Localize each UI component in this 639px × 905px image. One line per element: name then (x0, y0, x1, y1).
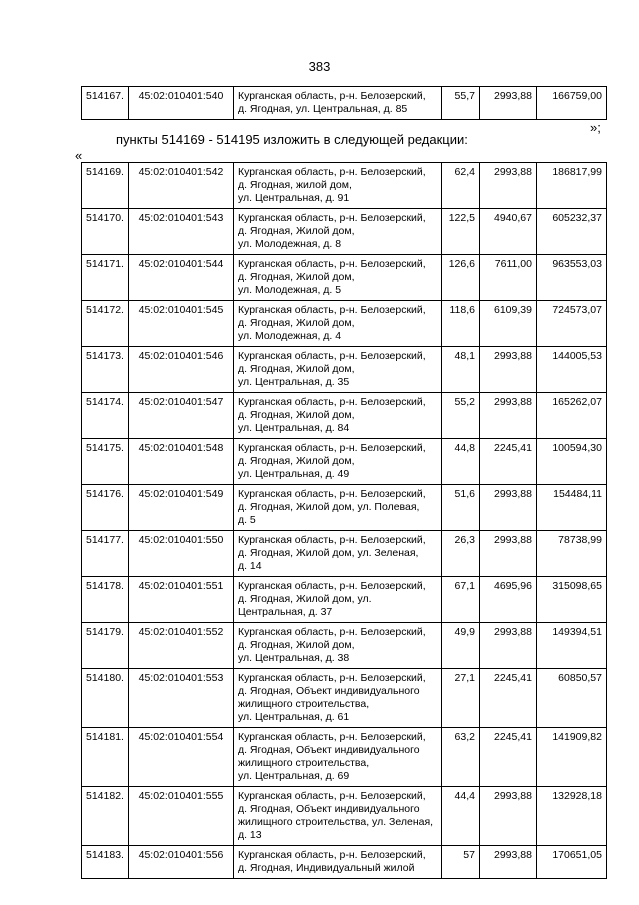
total-value-cell: 963553,03 (536, 255, 606, 301)
area-cell: 49,9 (441, 623, 479, 669)
area-cell: 63,2 (441, 728, 479, 787)
cadastral-number-cell: 45:02:010401:545 (128, 301, 233, 347)
table-row (82, 577, 607, 623)
table-row (82, 485, 607, 531)
area-cell: 26,3 (441, 531, 479, 577)
row-number-cell: 514183. (82, 846, 129, 879)
row-number-cell: 514175. (82, 439, 129, 485)
area-cell: 126,6 (441, 255, 479, 301)
table-row (82, 846, 607, 879)
cadastral-number-cell: 45:02:010401:543 (128, 209, 233, 255)
main-table (81, 162, 607, 879)
row-number-cell: 514177. (82, 531, 129, 577)
total-value-cell: 154484,11 (536, 485, 606, 531)
area-cell: 55,7 (441, 87, 479, 120)
unit-price-cell: 7611,00 (479, 255, 536, 301)
area-cell: 48,1 (441, 347, 479, 393)
address-cell: Курганская область, р-н. Белозерский, д. Ягодная, Жилой дом, ул. Центральная, д. 49 (233, 439, 441, 485)
address-cell: Курганская область, р-н. Белозерский, д. Ягодная, Объект индивидуального жилищного строительства, ул. Зеленая, д. 13 (233, 787, 441, 846)
unit-price-cell: 4940,67 (479, 209, 536, 255)
cadastral-number-cell: 45:02:010401:552 (128, 623, 233, 669)
row-number-cell: 514181. (82, 728, 129, 787)
row-number-cell: 514167. (82, 87, 129, 120)
table-row (82, 439, 607, 485)
unit-price-cell: 2993,88 (479, 787, 536, 846)
area-cell: 44,8 (441, 439, 479, 485)
address-cell: Курганская область, р-н. Белозерский, д. Ягодная, жилой дом, ул. Центральная, д. 91 (233, 163, 441, 209)
address-cell: Курганская область, р-н. Белозерский, д. Ягодная, Жилой дом, ул. Зеленая, д. 14 (233, 531, 441, 577)
unit-price-cell: 2993,88 (479, 393, 536, 439)
address-cell: Курганская область, р-н. Белозерский, д. Ягодная, Индивидуальный жилой (233, 846, 441, 879)
area-cell: 55,2 (441, 393, 479, 439)
unit-price-cell: 6109,39 (479, 301, 536, 347)
page-number: 383 (308, 59, 331, 74)
address-cell: Курганская область, р-н. Белозерский, д. Ягодная, Жилой дом, ул. Центральная, д. 38 (233, 623, 441, 669)
cadastral-number-cell: 45:02:010401:542 (128, 163, 233, 209)
area-cell: 51,6 (441, 485, 479, 531)
closing-quote: »; (590, 120, 601, 135)
total-value-cell: 165262,07 (536, 393, 606, 439)
total-value-cell: 78738,99 (536, 531, 606, 577)
area-cell: 122,5 (441, 209, 479, 255)
row-number-cell: 514169. (82, 163, 129, 209)
address-cell: Курганская область, р-н. Белозерский, д. Ягодная, Жилой дом, ул. Молодежная, д. 8 (233, 209, 441, 255)
row-number-cell: 514171. (82, 255, 129, 301)
area-cell: 62,4 (441, 163, 479, 209)
table-row (82, 87, 607, 120)
address-cell: Курганская область, р-н. Белозерский, д. Ягодная, Жилой дом, ул. Молодежная, д. 4 (233, 301, 441, 347)
unit-price-cell: 2993,88 (479, 87, 536, 120)
table-row (82, 623, 607, 669)
address-cell: Курганская область, р-н. Белозерский, д. Ягодная, Объект индивидуального жилищного строительства, ул. Центральная, д. 61 (233, 669, 441, 728)
total-value-cell: 166759,00 (536, 87, 606, 120)
table-row (82, 787, 607, 846)
row-number-cell: 514182. (82, 787, 129, 846)
area-cell: 67,1 (441, 577, 479, 623)
total-value-cell: 149394,51 (536, 623, 606, 669)
table-row (82, 209, 607, 255)
opening-quote: « (75, 148, 83, 163)
row-number-cell: 514172. (82, 301, 129, 347)
total-value-cell: 170651,05 (536, 846, 606, 879)
table-row (82, 255, 607, 301)
total-value-cell: 186817,99 (536, 163, 606, 209)
area-cell: 118,6 (441, 301, 479, 347)
cadastral-number-cell: 45:02:010401:550 (128, 531, 233, 577)
row-number-cell: 514170. (82, 209, 129, 255)
total-value-cell: 60850,57 (536, 669, 606, 728)
cadastral-number-cell: 45:02:010401:547 (128, 393, 233, 439)
unit-price-cell: 2245,41 (479, 728, 536, 787)
cadastral-number-cell: 45:02:010401:551 (128, 577, 233, 623)
cadastral-number-cell: 45:02:010401:549 (128, 485, 233, 531)
address-cell: Курганская область, р-н. Белозерский, д. Ягодная, Жилой дом, ул. Молодежная, д. 5 (233, 255, 441, 301)
row-number-cell: 514178. (82, 577, 129, 623)
cadastral-number-cell: 45:02:010401:555 (128, 787, 233, 846)
row-number-cell: 514180. (82, 669, 129, 728)
total-value-cell: 141909,82 (536, 728, 606, 787)
unit-price-cell: 2993,88 (479, 846, 536, 879)
unit-price-cell: 2993,88 (479, 347, 536, 393)
unit-price-cell: 4695,96 (479, 577, 536, 623)
table-row (82, 531, 607, 577)
unit-price-cell: 2993,88 (479, 485, 536, 531)
cadastral-number-cell: 45:02:010401:548 (128, 439, 233, 485)
cadastral-number-cell: 45:02:010401:556 (128, 846, 233, 879)
table-row (82, 728, 607, 787)
row-number-cell: 514173. (82, 347, 129, 393)
address-cell: Курганская область, р-н. Белозерский, д. Ягодная, Жилой дом, ул. Центральная, д. 35 (233, 347, 441, 393)
row-number-cell: 514176. (82, 485, 129, 531)
address-cell: Курганская область, р-н. Белозерский, д. Ягодная, Объект индивидуального жилищного строительства, ул. Центральная, д. 69 (233, 728, 441, 787)
table-row (82, 393, 607, 439)
area-cell: 27,1 (441, 669, 479, 728)
row-number-cell: 514179. (82, 623, 129, 669)
cadastral-number-cell: 45:02:010401:546 (128, 347, 233, 393)
instruction-text: пункты 514169 - 514195 изложить в следующей редакции: (116, 132, 468, 147)
total-value-cell: 315098,65 (536, 577, 606, 623)
table-row (82, 163, 607, 209)
total-value-cell: 144005,53 (536, 347, 606, 393)
cadastral-number-cell: 45:02:010401:553 (128, 669, 233, 728)
table-row (82, 347, 607, 393)
total-value-cell: 724573,07 (536, 301, 606, 347)
address-cell: Курганская область, р-н. Белозерский, д. Ягодная, Жилой дом, ул. Полевая, д. 5 (233, 485, 441, 531)
area-cell: 44,4 (441, 787, 479, 846)
unit-price-cell: 2993,88 (479, 163, 536, 209)
top-table (81, 86, 607, 120)
cadastral-number-cell: 45:02:010401:540 (128, 87, 233, 120)
area-cell: 57 (441, 846, 479, 879)
total-value-cell: 605232,37 (536, 209, 606, 255)
address-cell: Курганская область, р-н. Белозерский, д. Ягодная, Жилой дом, ул. Центральная, д. 37 (233, 577, 441, 623)
row-number-cell: 514174. (82, 393, 129, 439)
table-row (82, 669, 607, 728)
cadastral-number-cell: 45:02:010401:544 (128, 255, 233, 301)
unit-price-cell: 2993,88 (479, 531, 536, 577)
cadastral-number-cell: 45:02:010401:554 (128, 728, 233, 787)
table-row (82, 301, 607, 347)
total-value-cell: 100594,30 (536, 439, 606, 485)
total-value-cell: 132928,18 (536, 787, 606, 846)
address-cell: Курганская область, р-н. Белозерский, д. Ягодная, Жилой дом, ул. Центральная, д. 84 (233, 393, 441, 439)
unit-price-cell: 2245,41 (479, 669, 536, 728)
address-cell: Курганская область, р-н. Белозерский, д. Ягодная, ул. Центральная, д. 85 (233, 87, 441, 120)
unit-price-cell: 2993,88 (479, 623, 536, 669)
unit-price-cell: 2245,41 (479, 439, 536, 485)
